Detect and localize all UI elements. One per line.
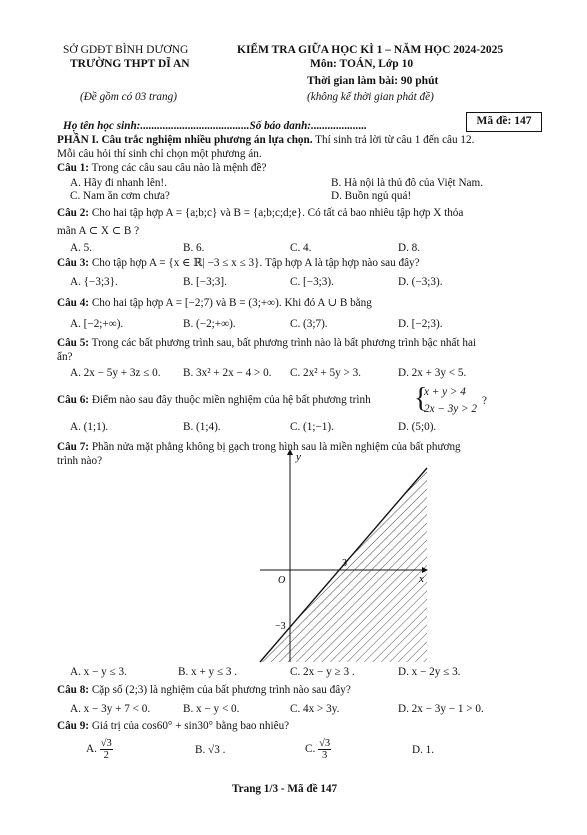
q9-option-b[interactable]: B. √3 . [195,744,226,756]
y-axis-label: y [296,451,301,463]
q6-option-b[interactable]: B. (1;4). [183,421,221,433]
q4-option-d[interactable]: D. [−2;3). [398,318,443,330]
fraction [100,738,113,761]
question-label: Câu 6: [57,394,90,406]
part1-title: PHẦN I. Câu trắc nghiệm nhiều phương án lựa chọn. [57,134,313,146]
q2-option-c[interactable]: C. 4. [290,242,312,254]
system-inequality-2: 2x − 3y > 2 [424,403,477,415]
q3-option-d[interactable]: D. (−3;3). [398,276,443,288]
q6-option-c[interactable]: C. (1;−1). [290,421,334,433]
question-text: Giá trị của cos60° + sin30° bằng bao nhiêu? [91,720,290,732]
y-intercept-label: −3 [275,621,286,632]
question-label: Câu 4: [57,297,90,309]
q1-option-b[interactable]: B. Hà nội là thủ đô của Việt Nam. [331,177,483,189]
q4-option-b[interactable]: B. (−2;+∞). [183,318,236,330]
question-label: Câu 9: [57,720,90,732]
system-brace: { [414,383,428,414]
q7-option-c[interactable]: C. 2x − y ≥ 3 . [290,666,355,678]
question-label: Câu 8: [57,684,90,696]
q9-option-a[interactable] [86,738,113,761]
fraction [318,738,331,761]
question-label: Câu 7: [57,441,90,453]
q3-option-b[interactable]: B. [−3;3]. [183,276,227,288]
q2-option-b[interactable]: B. 6. [183,242,205,254]
q8-option-d[interactable]: D. 2x − 3y − 1 > 0. [398,703,484,715]
question-1 [57,162,266,175]
question-label: Câu 3: [57,257,90,269]
question-text: Cho hai tập hợp A = {a;b;c} và B = {a;b;c;d;e}. Có tất cả bao nhiêu tập hợp X thỏa [91,207,464,219]
part1-instruction: Thí sinh trả lời từ câu 1 đến câu 12. [312,134,475,146]
part1-heading [57,134,474,147]
question-label: Câu 2: [57,207,90,219]
question-2-cont: mãn A ⊂ X ⊂ B ? [57,225,140,237]
question-text: Trong các câu sau câu nào là mệnh đề? [91,162,267,174]
q1-option-d[interactable]: D. Buồn ngủ quá! [331,190,412,202]
fraction-denominator: 3 [321,750,328,761]
part1-instruction-2: Mỗi câu hỏi thí sinh chỉ chọn một phương án. [57,148,262,160]
question-label: Câu 1: [57,162,90,174]
q8-option-c[interactable]: C. 4x > 3y. [290,703,340,715]
q9-option-c[interactable] [305,738,331,761]
q5-option-b[interactable]: B. 3x² + 2x − 4 > 0. [183,367,272,379]
q5-option-c[interactable]: C. 2x² + 5y > 3. [290,367,361,379]
page-footer: Trang 1/3 - Mã đề 147 [232,783,338,795]
q6-option-a[interactable]: A. (1;1). [70,421,109,433]
duration-note: (không kể thời gian phát đề) [307,91,434,103]
question-text: Cho tập hợp A = {x ∈ ℝ| −3 ≤ x ≤ 3}. Tập hợp A là tập hợp nào sau đây? [91,257,420,269]
question-text: Phần nửa mặt phẳng không bị gạch trong hình sau là miền nghiệm của bất phương [91,441,461,453]
q3-option-c[interactable]: C. [−3;3). [290,276,334,288]
q2-option-a[interactable]: A. 5. [70,242,93,254]
q7-option-d[interactable]: D. x − 2y ≤ 3. [398,666,461,678]
question-label: Câu 5: [57,337,90,349]
option-letter: C. [305,743,316,756]
q4-option-a[interactable]: A. [−2;+∞). [70,318,124,330]
question-7-cont: trình nào? [57,455,103,467]
question-2 [57,207,463,220]
department-name: SỞ GDĐT BÌNH DƯƠNG [63,44,189,56]
question-9 [57,720,289,733]
question-text: Cho hai tập hợp A = [−2;7) và B = (3;+∞). Khi đó A ∪ B bằng [91,297,372,309]
q4-option-c[interactable]: C. (3;7). [290,318,328,330]
half-plane-graph [255,440,440,670]
question-6 [57,394,371,407]
x-intercept-label: 3 [342,558,347,569]
question-text: Trong các bất phương trình sau, bất phương trình nào là bất phương trình bậc nhất hai [91,337,477,349]
q8-option-b[interactable]: B. x − y < 0. [183,703,240,715]
fraction-denominator: 2 [103,750,109,761]
q1-option-a[interactable]: A. Hãy đi nhanh lên!. [70,177,167,189]
question-4 [57,297,372,310]
question-6-qmark: ? [482,395,487,407]
x-axis-label: x [419,573,424,585]
exam-duration: Thời gian làm bài: 90 phút [307,75,439,87]
question-8 [57,684,351,697]
origin-label: O [278,575,286,586]
q5-option-a[interactable]: A. 2x − 5y + 3z ≤ 0. [70,367,161,379]
option-letter: A. [86,743,97,756]
exam-subject: Môn: TOÁN, Lớp 10 [310,58,414,70]
question-3 [57,257,420,270]
system-inequality-1: x + y > 4 [424,386,466,398]
student-info-line: Họ tên học sinh:.......................................Số báo danh:.................... [63,120,367,132]
q5-option-d[interactable]: D. 2x + 3y < 5. [398,367,467,379]
question-text: Điểm nào sau đây thuộc miền nghiệm của hệ bất phương trình [91,394,371,406]
q2-option-d[interactable]: D. 8. [398,242,421,254]
q6-option-d[interactable]: D. (5;0). [398,421,437,433]
fraction-numerator: √3 [100,738,112,749]
q8-option-a[interactable]: A. x − 3y + 7 < 0. [70,703,151,715]
pages-note: (Đề gồm có 03 trang) [80,91,177,103]
q7-option-b[interactable]: B. x + y ≤ 3 . [178,666,238,678]
q9-option-d[interactable]: D. 1. [412,744,435,756]
q7-option-a[interactable]: A. x − y ≤ 3. [70,666,127,678]
fraction-numerator: √3 [319,738,331,749]
question-text: Cặp số (2;3) là nghiệm của bất phương trình nào sau đây? [91,684,351,696]
question-5-cont: ẩn? [57,351,73,363]
question-5 [57,337,476,350]
exam-code-box: Mã đề: 147 [466,112,542,132]
exam-title: KIỂM TRA GIỮA HỌC KÌ 1 – NĂM HỌC 2024-2025 [237,44,504,56]
q3-option-a[interactable]: A. {−3;3}. [70,276,118,288]
school-name: TRƯỜNG THPT DĨ AN [70,58,190,70]
q1-option-c[interactable]: C. Nam ăn cơm chưa? [70,190,170,202]
